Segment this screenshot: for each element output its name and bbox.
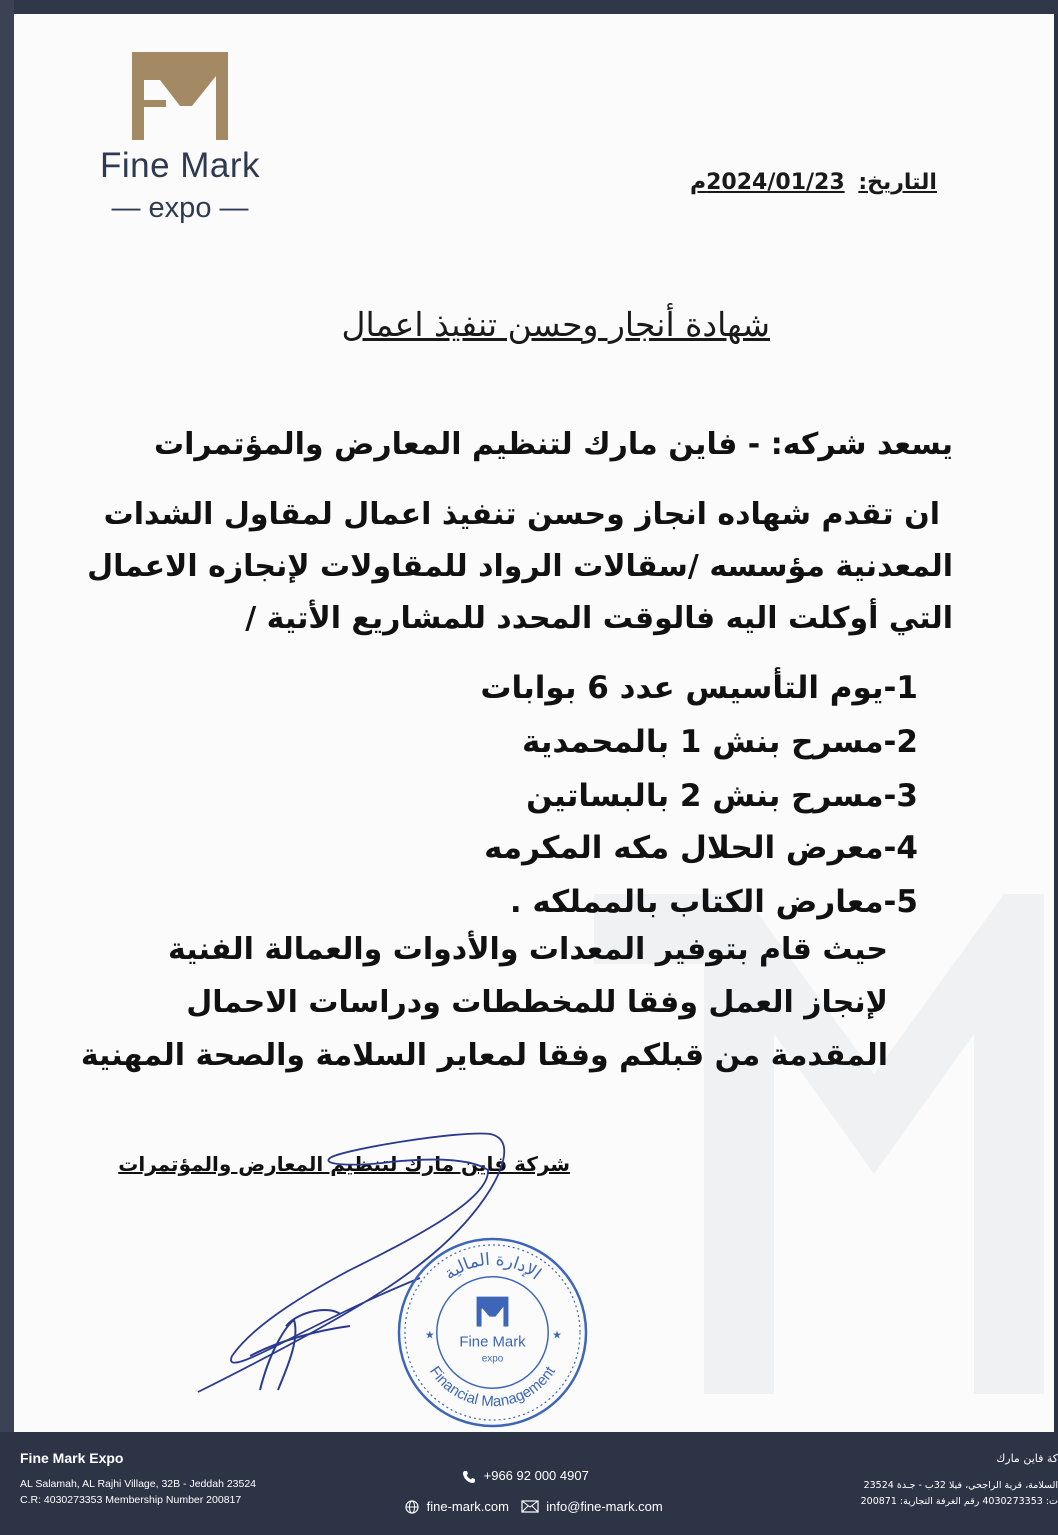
- company-stamp: [395, 1235, 590, 1430]
- stamp-english-text: Financial Management: [426, 1363, 559, 1411]
- stamp-star-icon: ★: [424, 1328, 435, 1342]
- footer-phone[interactable]: +966 92 000 4907: [483, 1468, 589, 1483]
- date-row: [690, 170, 950, 195]
- intro-line: يسعد شركه: - فاين مارك لتنظيم المعارض والمؤتمرات: [153, 427, 953, 462]
- footer-arabic-registration: ت: 4030273353 رقم الغرفة التجارية: 200871: [860, 1496, 1058, 1507]
- document-title: شهادة أنجار وحسن تنفيذ اعمال: [341, 305, 770, 344]
- phone-icon: [462, 1470, 476, 1484]
- paragraph-line: التي أوكلت اليه فالوقت المحدد للمشاريع الأتية /: [245, 601, 953, 636]
- company-logo: [80, 50, 280, 230]
- email-icon: [521, 1500, 539, 1513]
- stamp-brand: Fine Mark: [459, 1333, 526, 1351]
- paragraph-line: ان تقدم شهاده انجاز وحسن تنفيذ اعمال لمقاول الشدات: [103, 497, 940, 532]
- stamp-arabic-text: الإدارة المالية: [440, 1248, 546, 1284]
- svg-text:الإدارة المالية: [440, 1249, 545, 1284]
- logo-subtitle: — expo —: [111, 192, 249, 224]
- footer-phone-row: [462, 1468, 589, 1484]
- footer-website[interactable]: fine-mark.com: [426, 1499, 509, 1515]
- scan-left-edge: [0, 0, 14, 1435]
- project-item: 4-معرض الحلال مكه المكرمه: [484, 830, 918, 866]
- date-value: 2024/01/23م: [690, 170, 845, 195]
- scan-top-edge: [0, 0, 1058, 14]
- stamp-sub: expo: [481, 1353, 504, 1365]
- footer-email[interactable]: info@fine-mark.com: [546, 1499, 663, 1515]
- project-item: 5-معارض الكتاب بالمملكه .: [509, 884, 918, 920]
- fine-mark-logo-icon: [130, 50, 230, 142]
- closing-line: لإنجاز العمل وفقا للمخططات ودراسات الاحمال: [186, 985, 888, 1020]
- date-label: التاريخ:: [858, 170, 937, 195]
- closing-line: المقدمة من قبلكم وفقا لمعاير السلامة والصحة المهنية: [80, 1038, 888, 1073]
- stamp-star-icon: ★: [552, 1328, 563, 1342]
- footer-arabic-address: السلامة، قرية الراجحي، فيلا 32ب - جـدة 23524: [863, 1480, 1058, 1491]
- footer-contact-row: [405, 1498, 663, 1514]
- project-item: 2-مسرح بنش 1 بالمحمدية: [521, 724, 918, 760]
- signatory-company: شركة فاين مارك لتنظيم المعارض والمؤتمرات: [118, 1152, 570, 1176]
- project-item: 3-مسرح بنش 2 بالبساتين: [526, 778, 918, 814]
- globe-icon: [405, 1500, 419, 1514]
- logo-name: Fine Mark: [99, 146, 261, 185]
- footer-arabic-company: كة فاين مارك: [996, 1452, 1058, 1465]
- svg-text:Financial Management: [426, 1363, 559, 1410]
- footer-address: AL Salamah, AL Rajhi Village, 32B - Jeddah 23524: [20, 1478, 257, 1490]
- footer: [0, 1432, 1058, 1535]
- project-item: 1-يوم التأسيس عدد 6 بوابات: [480, 670, 918, 706]
- footer-company: Fine Mark Expo: [20, 1450, 124, 1466]
- footer-registration: C.R: 4030273353 Membership Number 200817: [20, 1494, 242, 1506]
- paragraph-line: المعدنية مؤسسه /سقالات الرواد للمقاولات لإنجازه الاعمال: [87, 549, 953, 584]
- closing-line: حيث قام بتوفير المعدات والأدوات والعمالة الفنية: [168, 932, 888, 967]
